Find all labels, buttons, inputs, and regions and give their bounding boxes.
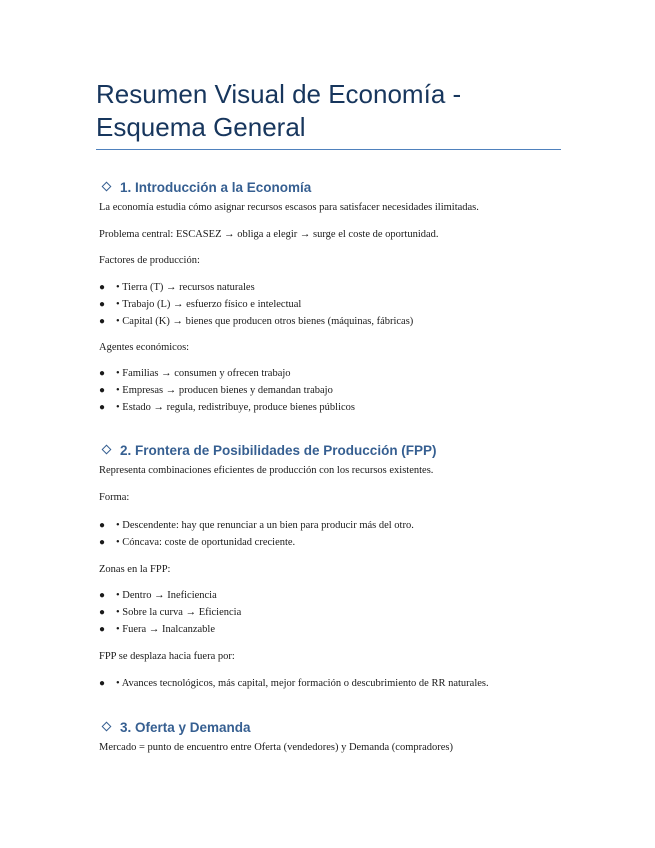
- bullet-icon: ●: [99, 368, 106, 379]
- list-item: ● • Trabajo (L) → esfuerzo físico e intelectual: [99, 296, 413, 313]
- shift-label: FPP se desplaza hacia fuera por:: [99, 651, 235, 662]
- bullet-icon: ●: [99, 537, 106, 548]
- section-heading-intro: 1. Introducción a la Economía: [100, 180, 311, 195]
- list-item: ● • Capital (K) → bienes que producen otros bienes (máquinas, fábricas): [99, 313, 413, 330]
- title-rule: [96, 149, 561, 150]
- diamond-bullet-icon: [102, 182, 112, 192]
- bullet-icon: ●: [99, 385, 106, 396]
- agents-list: [99, 365, 355, 416]
- bullet-icon: ●: [99, 607, 106, 618]
- list-item: ● • Tierra (T) → recursos naturales: [99, 279, 413, 296]
- document-title: Resumen Visual de Economía - Esquema General: [96, 79, 462, 142]
- section-heading-supply-demand: 3. Oferta y Demanda: [100, 720, 251, 735]
- factors-list: [99, 279, 413, 330]
- list-item: ● • Dentro → Ineficiencia: [99, 587, 241, 604]
- form-list: [99, 517, 414, 551]
- zones-list: [99, 587, 241, 638]
- factors-label: Factores de producción:: [99, 255, 200, 266]
- section-heading-fpp: 2. Frontera de Posibilidades de Producción (FPP): [100, 443, 437, 458]
- list-item: ● • Cóncava: coste de oportunidad creciente.: [99, 534, 414, 551]
- diamond-bullet-icon: [102, 445, 112, 455]
- intro-paragraph: La economía estudia cómo asignar recursos escasos para satisfacer necesidades ilimitadas.: [99, 202, 479, 213]
- list-item: ● • Sobre la curva → Eficiencia: [99, 604, 241, 621]
- zones-label: Zonas en la FPP:: [99, 564, 171, 575]
- problem-paragraph: Problema central: ESCASEZ → obliga a elegir → surge el coste de oportunidad.: [99, 229, 439, 240]
- bullet-icon: ●: [99, 678, 106, 689]
- bullet-icon: ●: [99, 299, 106, 310]
- list-item: ● • Estado → regula, redistribuye, produce bienes públicos: [99, 399, 355, 416]
- shift-list: [99, 675, 489, 692]
- diamond-bullet-icon: [102, 722, 112, 732]
- list-item: ● • Empresas → producen bienes y demandan trabajo: [99, 382, 355, 399]
- market-paragraph: Mercado = punto de encuentro entre Oferta (vendedores) y Demanda (compradores): [99, 742, 454, 753]
- bullet-icon: ●: [99, 402, 106, 413]
- list-item: ● • Fuera → Inalcanzable: [99, 621, 241, 638]
- list-item: ● • Familias → consumen y ofrecen trabajo: [99, 365, 355, 382]
- bullet-icon: ●: [99, 590, 106, 601]
- fpp-intro-paragraph: Representa combinaciones eficientes de producción con los recursos existentes.: [99, 465, 434, 476]
- bullet-icon: ●: [99, 282, 106, 293]
- list-item: ● • Descendente: hay que renunciar a un bien para producir más del otro.: [99, 517, 414, 534]
- bullet-icon: ●: [99, 624, 106, 635]
- bullet-icon: ●: [99, 316, 106, 327]
- bullet-icon: ●: [99, 520, 106, 531]
- form-label: Forma:: [99, 492, 130, 503]
- list-item: ● • Avances tecnológicos, más capital, mejor formación o descubrimiento de RR naturales.: [99, 675, 489, 692]
- agents-label: Agentes económicos:: [99, 342, 190, 353]
